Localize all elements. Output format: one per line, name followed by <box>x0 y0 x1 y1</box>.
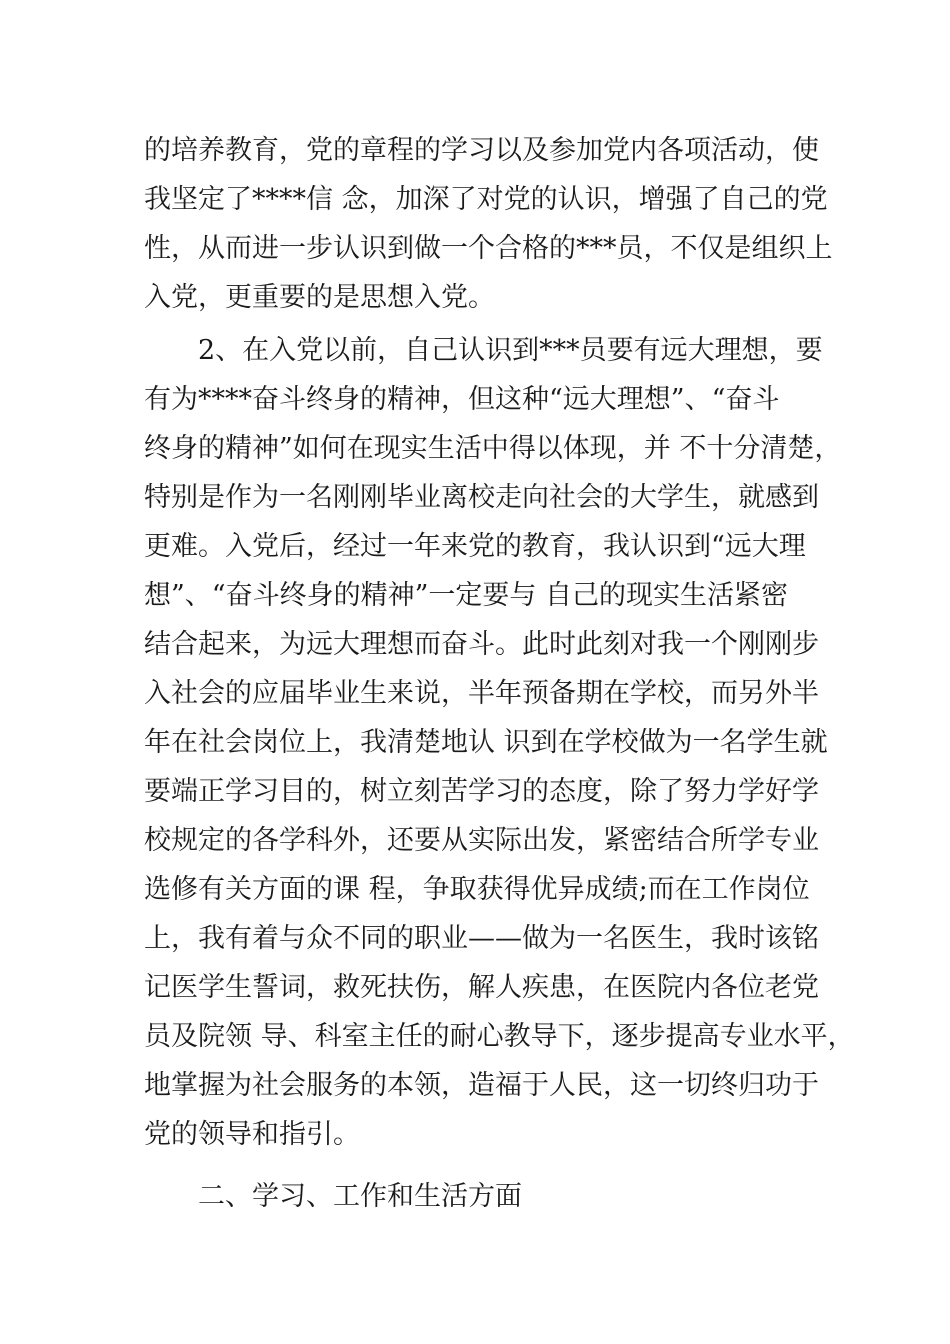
text-line-14: 要端正学习目的，树立刻苦学习的态度，除了努力学好学 <box>144 776 819 807</box>
text-line-16: 选修有关方面的课 程，争取获得优异成绩;而在工作岗位 <box>144 874 810 905</box>
text-line-3: 性，从而进一步认识到做一个合格的***员，不仅是组织上 <box>144 233 833 264</box>
text-line-1: 的培养教育，党的章程的学习以及参加党内各项活动，使 <box>144 135 819 166</box>
text-line-4: 入党，更重要的是思想入党。 <box>144 282 495 313</box>
text-line-6: 有为****奋斗终身的精神，但这种“远大理想”、“奋斗 <box>144 384 780 415</box>
text-line-13: 年在社会岗位上，我清楚地认 识到在学校做为一名学生就 <box>144 727 828 758</box>
text-line-15: 校规定的各学科外，还要从实际出发，紧密结合所学专业 <box>144 825 819 856</box>
text-line-5: 2、在入党以前，自己认识到***员要有远大理想，要 <box>198 335 823 366</box>
text-line-9: 更难。入党后，经过一年来党的教育，我认识到“远大理 <box>144 531 806 562</box>
section-heading: 二、学习、工作和生活方面 <box>198 1181 522 1212</box>
text-line-2: 我坚定了****信 念，加深了对党的认识，增强了自己的党 <box>144 184 828 215</box>
text-line-20: 地掌握为社会服务的本领，造福于人民，这一切终归功于 <box>144 1070 819 1101</box>
text-line-19: 员及院领 导、科室主任的耐心教导下，逐步提高专业水平， <box>144 1021 855 1052</box>
text-line-11: 结合起来，为远大理想而奋斗。此时此刻对我一个刚刚步 <box>144 629 819 660</box>
text-line-12: 入社会的应届毕业生来说，半年预备期在学校，而另外半 <box>144 678 819 709</box>
text-line-17: 上，我有着与众不同的职业——做为一名医生，我时该铭 <box>144 923 819 954</box>
text-line-18: 记医学生誓词，救死扶伤，解人疾患，在医院内各位老党 <box>144 972 819 1003</box>
text-line-8: 特别是作为一名刚刚毕业离校走向社会的大学生，就感到 <box>144 482 819 513</box>
text-line-10: 想”、“奋斗终身的精神”一定要与 自己的现实生活紧密 <box>144 580 788 611</box>
text-line-21: 党的领导和指引。 <box>144 1119 360 1150</box>
text-line-7: 终身的精神”如何在现实生活中得以体现，并 不十分清楚， <box>144 433 842 464</box>
